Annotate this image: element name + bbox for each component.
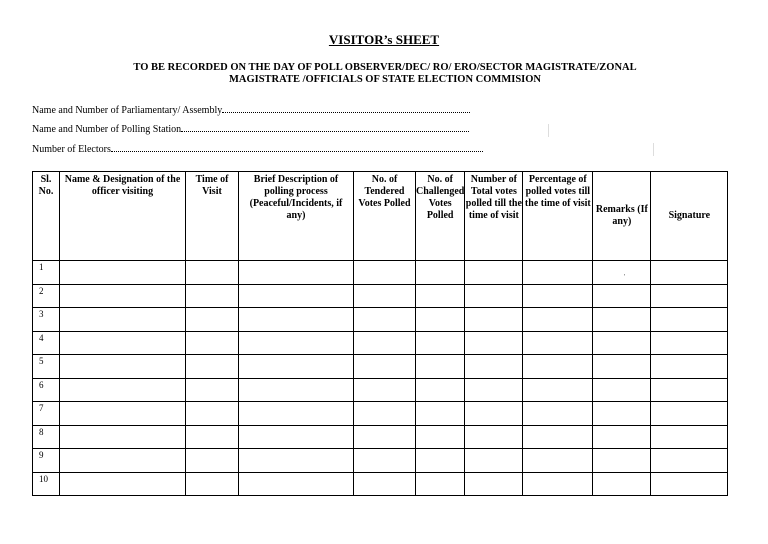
table-cell[interactable]: [60, 308, 186, 332]
table-cell[interactable]: [354, 261, 416, 285]
table-cell[interactable]: [186, 402, 239, 426]
table-row: [33, 425, 728, 449]
table-cell[interactable]: [354, 449, 416, 473]
table-cell[interactable]: [416, 261, 465, 285]
row-number: 3: [33, 308, 60, 332]
table-cell[interactable]: [651, 355, 728, 379]
subtitle-line-2: MAGISTRATE /OFFICIALS OF STATE ELECTION COMMISION: [228, 74, 542, 85]
table-cell[interactable]: [239, 284, 354, 308]
header-sl-no: Sl. No.: [33, 172, 60, 261]
table-cell[interactable]: [239, 449, 354, 473]
table-cell[interactable]: [593, 472, 651, 496]
visitor-table: [32, 171, 728, 496]
table-cell[interactable]: [354, 425, 416, 449]
header-challenged: No. of Challenged Votes Polled: [416, 172, 465, 261]
table-cell[interactable]: [523, 378, 593, 402]
table-row: [33, 378, 728, 402]
header-total-votes: Number of Total votes polled till the time of visit: [465, 172, 523, 261]
table-cell[interactable]: [593, 261, 651, 285]
header-tendered: No. of Tendered Votes Polled: [354, 172, 416, 261]
polling-station-blank[interactable]: [181, 123, 469, 132]
header-signature: Signature: [651, 172, 728, 261]
table-cell[interactable]: [354, 402, 416, 426]
table-cell[interactable]: [465, 402, 523, 426]
table-cell[interactable]: [416, 378, 465, 402]
table-cell[interactable]: [465, 378, 523, 402]
stray-mark: ': [624, 273, 626, 281]
page-title: VISITOR’s SHEET: [328, 32, 440, 47]
table-row: [33, 355, 728, 379]
table-cell[interactable]: [651, 261, 728, 285]
page-subtitle: [60, 62, 710, 86]
table-cell[interactable]: [523, 472, 593, 496]
table-cell[interactable]: [523, 402, 593, 426]
table-cell[interactable]: [354, 284, 416, 308]
table-cell[interactable]: [593, 355, 651, 379]
table-row: [33, 308, 728, 332]
subtitle-line-1: TO BE RECORDED ON THE DAY OF POLL OBSERVER/DEC/ RO/ ERO/SECTOR MAGISTRATE/ZONAL: [133, 62, 637, 73]
table-cell[interactable]: [60, 261, 186, 285]
table-cell[interactable]: [60, 449, 186, 473]
electors-field: [32, 143, 483, 155]
table-cell[interactable]: [416, 402, 465, 426]
electors-blank[interactable]: [111, 143, 483, 152]
header-row: [33, 172, 728, 261]
table-cell[interactable]: [186, 331, 239, 355]
table-cell[interactable]: [354, 355, 416, 379]
table-cell[interactable]: [593, 284, 651, 308]
table-row: [33, 284, 728, 308]
table-cell[interactable]: [416, 308, 465, 332]
table-cell[interactable]: [239, 378, 354, 402]
table-cell[interactable]: [186, 449, 239, 473]
table-cell[interactable]: [60, 402, 186, 426]
row-number: 8: [33, 425, 60, 449]
table-cell[interactable]: [416, 284, 465, 308]
margin-mark: [653, 143, 654, 156]
header-remarks: Remarks (If any): [593, 172, 651, 261]
row-number: 10: [33, 472, 60, 496]
table-cell[interactable]: [186, 425, 239, 449]
table-cell[interactable]: [416, 425, 465, 449]
table-cell[interactable]: [354, 378, 416, 402]
table-row: [33, 472, 728, 496]
margin-mark: [548, 124, 549, 137]
table-cell[interactable]: [465, 261, 523, 285]
table-cell[interactable]: [523, 425, 593, 449]
table-cell[interactable]: [60, 331, 186, 355]
table-cell[interactable]: [416, 355, 465, 379]
table-cell[interactable]: [186, 355, 239, 379]
table-cell[interactable]: [416, 472, 465, 496]
table-cell[interactable]: [651, 472, 728, 496]
row-number: 2: [33, 284, 60, 308]
table-cell[interactable]: [523, 261, 593, 285]
row-number: 7: [33, 402, 60, 426]
table-cell[interactable]: [416, 331, 465, 355]
header-percentage: Percentage of polled votes till the time of visit: [523, 172, 593, 261]
table-cell[interactable]: [60, 355, 186, 379]
table-cell[interactable]: [651, 378, 728, 402]
table-cell[interactable]: [186, 378, 239, 402]
table-cell[interactable]: [523, 449, 593, 473]
polling-station-field: [32, 123, 469, 135]
table-cell[interactable]: [465, 472, 523, 496]
table-cell[interactable]: [239, 355, 354, 379]
header-time: Time of Visit: [186, 172, 239, 261]
polling-station-label: Name and Number of Polling Station: [32, 124, 182, 135]
table-cell[interactable]: [593, 402, 651, 426]
table-cell[interactable]: [239, 331, 354, 355]
table-cell[interactable]: [651, 449, 728, 473]
table-row: [33, 402, 728, 426]
table-cell[interactable]: [186, 472, 239, 496]
table-cell[interactable]: [651, 284, 728, 308]
header-description: Brief Description of polling process (Peaceful/Incidents, if any): [239, 172, 354, 261]
table-cell[interactable]: [651, 331, 728, 355]
table-cell[interactable]: [186, 261, 239, 285]
table-cell[interactable]: [593, 449, 651, 473]
table-cell[interactable]: [354, 472, 416, 496]
table-row: [33, 331, 728, 355]
table-cell[interactable]: [60, 378, 186, 402]
row-number: 5: [33, 355, 60, 379]
table-cell[interactable]: [651, 425, 728, 449]
electors-label: Number of Electors: [32, 144, 111, 155]
table-row: [33, 449, 728, 473]
table-cell[interactable]: [523, 308, 593, 332]
row-number: 6: [33, 378, 60, 402]
table-cell[interactable]: [465, 425, 523, 449]
row-number: 4: [33, 331, 60, 355]
table-cell[interactable]: [354, 308, 416, 332]
table-cell[interactable]: [465, 355, 523, 379]
table-cell[interactable]: [465, 331, 523, 355]
table-cell[interactable]: [239, 425, 354, 449]
table-cell[interactable]: [186, 284, 239, 308]
table-cell[interactable]: [651, 308, 728, 332]
table-cell[interactable]: [186, 308, 239, 332]
header-name-designation: Name & Designation of the officer visiting: [60, 172, 186, 261]
table-cell[interactable]: [60, 284, 186, 308]
parliamentary-field: [32, 104, 470, 116]
table-cell[interactable]: [239, 261, 354, 285]
table-cell[interactable]: [523, 331, 593, 355]
parliamentary-blank[interactable]: [222, 104, 470, 113]
table-cell[interactable]: [523, 284, 593, 308]
table-cell[interactable]: [593, 331, 651, 355]
table-cell[interactable]: [354, 331, 416, 355]
parliamentary-label: Name and Number of Parliamentary/ Assembly: [32, 105, 223, 116]
table-cell[interactable]: [465, 284, 523, 308]
table-cell[interactable]: [465, 308, 523, 332]
table-cell[interactable]: [465, 449, 523, 473]
table-cell[interactable]: [60, 472, 186, 496]
table-cell[interactable]: [239, 472, 354, 496]
table-cell[interactable]: [239, 308, 354, 332]
table-cell[interactable]: [593, 308, 651, 332]
table-cell[interactable]: [523, 355, 593, 379]
table-cell[interactable]: [239, 402, 354, 426]
row-number: 1: [33, 261, 60, 285]
row-number: 9: [33, 449, 60, 473]
table-cell[interactable]: [416, 449, 465, 473]
table-cell[interactable]: [60, 425, 186, 449]
table-cell[interactable]: [651, 402, 728, 426]
table-cell[interactable]: [593, 425, 651, 449]
table-cell[interactable]: [593, 378, 651, 402]
